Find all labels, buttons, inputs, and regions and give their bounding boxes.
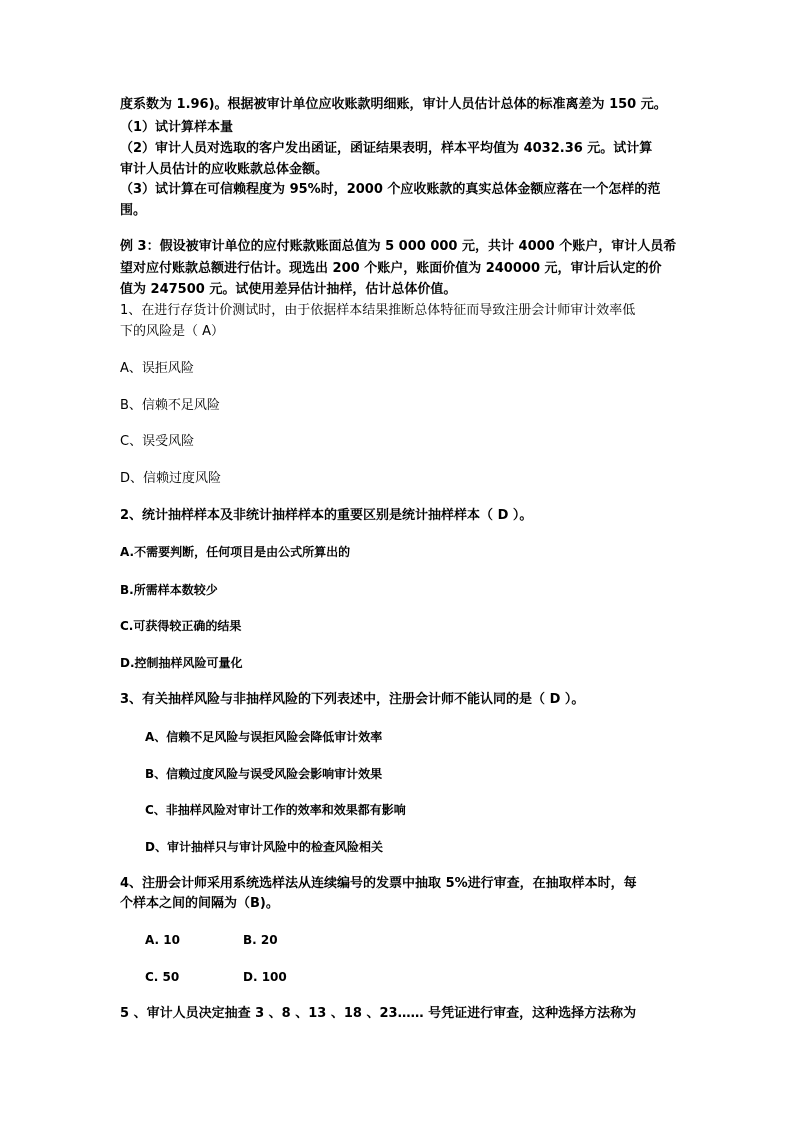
q3-option-d: D、审计抽样只与审计风险中的检查风险相关	[145, 840, 383, 854]
intro-line-2: （1）试计算样本量	[120, 120, 234, 135]
q1-stem-line-2: 下的风险是（ A）	[120, 324, 225, 339]
q3-option-a: A、信赖不足风险与误拒风险会降低审计效率	[145, 730, 383, 744]
intro-line-5: （3）试计算在可信赖程度为 95%时，2000 个应收账款的真实总体金额应落在一个怎样的范	[120, 182, 661, 197]
q4-stem-line-1: 4、注册会计师采用系统选样法从连续编号的发票中抽取 5%进行审查，在抽取样本时，每	[120, 876, 637, 891]
example3-line-2: 望对应付账款总额进行估计。现选出 200 个账户，账面价值为 240000 元，审计后认定的价	[120, 261, 662, 276]
q2-option-b: B.所需样本数较少	[120, 583, 218, 597]
q4-option-c: C. 50	[145, 970, 180, 984]
intro-line-6: 围。	[120, 203, 147, 218]
q2-option-a: A.不需要判断，任何项目是由公式所算出的	[120, 545, 351, 559]
intro-line-3: （2）审计人员对选取的客户发出函证，函证结果表明，样本平均值为 4032.36 元。试计算	[120, 141, 653, 156]
q4-option-a: A. 10	[145, 933, 180, 947]
q3-stem: 3、有关抽样风险与非抽样风险的下列表述中，注册会计师不能认同的是（ D ）。	[120, 692, 585, 707]
intro-line-1: 度系数为 1.96)。根据被审计单位应收账款明细账，审计人员估计总体的标准离差为 150 元。	[120, 97, 667, 112]
q3-option-b: B、信赖过度风险与误受风险会影响审计效果	[145, 767, 383, 781]
q2-stem: 2、统计抽样样本及非统计抽样样本的重要区别是统计抽样样本（ D ）。	[120, 508, 533, 523]
example3-line-1: 例 3：假设被审计单位的应付账款账面总值为 5 000 000 元，共计 4000 个账户，审计人员希	[120, 239, 677, 254]
q1-option-d: D、信赖过度风险	[120, 471, 222, 486]
q1-option-a: A、误拒风险	[120, 361, 194, 376]
q5-stem-line-1: 5 、审计人员决定抽查 3 、8 、13 、18 、23…… 号凭证进行审查，这种选择方法称为	[120, 1006, 637, 1021]
q2-option-c: C.可获得较正确的结果	[120, 619, 242, 633]
q4-option-b: B. 20	[243, 933, 278, 947]
q2-option-d: D.控制抽样风险可量化	[120, 656, 243, 670]
intro-line-4: 审计人员估计的应收账款总体金额。	[120, 162, 329, 177]
q1-option-b: B、信赖不足风险	[120, 398, 220, 413]
q4-option-d: D. 100	[243, 970, 287, 984]
q3-option-c: C、非抽样风险对审计工作的效率和效果都有影响	[145, 803, 406, 817]
q1-stem-line-1: 1、在进行存货计价测试时，由于依据样本结果推断总体特征而导致注册会计师审计效率低	[120, 303, 636, 318]
q1-option-c: C、误受风险	[120, 434, 195, 449]
q4-stem-line-2: 个样本之间的间隔为（B)。	[120, 896, 279, 911]
example3-line-3: 值为 247500 元。试使用差异估计抽样，估计总体价值。	[120, 282, 457, 297]
